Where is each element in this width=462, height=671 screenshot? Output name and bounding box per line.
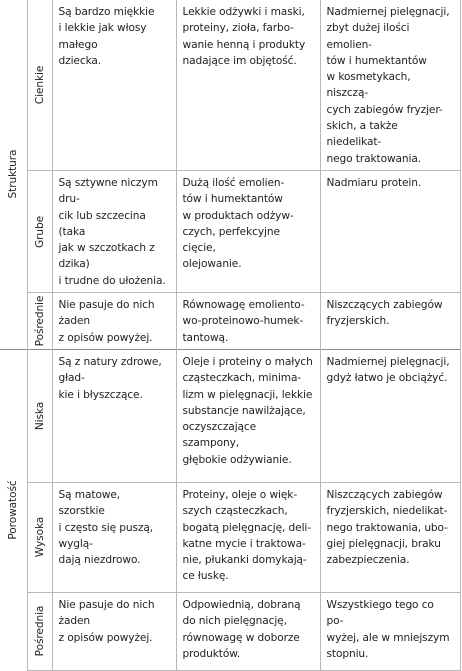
row-label-cell: [27, 592, 52, 670]
row-label: Pośrednia: [33, 606, 46, 657]
needs-cell: Lekkie odżywki i maski, proteiny, zioła, farbo- wanie henną i produkty nadające im objętość.: [176, 0, 320, 170]
avoid-cell: Niszczących zabiegów fryzjerskich, niedelikat- nego traktowania, ubo- giej pielęgnacji, braku zabezpieczenia.: [320, 482, 460, 592]
table-row: [0, 293, 460, 350]
table-row: [0, 0, 460, 170]
row-label-cell: [27, 0, 52, 170]
description-cell: Nie pasuje do nich żaden z opisów powyżej.: [52, 592, 176, 670]
row-label-cell: [27, 482, 52, 592]
avoid-cell: Nadmiernej pielęgnacji, zbyt dużej ilości emolien- tów i humektantów w kosmetykach, niszczą- cych zabiegów fryzjer- skich, a także niedelikat- nego traktowania.: [320, 0, 460, 170]
row-label: Niska: [33, 401, 46, 431]
description-cell: Są matowe, szorstkie i często się puszą, wyglą- dają niezdrowo.: [52, 482, 176, 592]
needs-cell: Odpowiednią, dobraną do nich pielęgnację, równowagę w doborze produktów.: [176, 592, 320, 670]
section-cell-porowatosc: [0, 349, 27, 670]
needs-cell: Dużą ilość emolien- tów i humektantów w produktach odżyw- czych, perfekcyjne cięcie, olejowanie.: [176, 170, 320, 292]
section-cell-struktura: [0, 0, 27, 349]
section-label: Porowatość: [7, 480, 20, 540]
avoid-cell: Niszczących zabiegów fryzjerskich.: [320, 293, 460, 350]
row-label-cell: [27, 349, 52, 482]
avoid-cell: Nadmiaru protein.: [320, 170, 460, 292]
description-cell: Są z natury zdrowe, gład- kie i błyszczące.: [52, 349, 176, 482]
row-label: Cienkie: [33, 65, 46, 105]
table-row: [0, 482, 460, 592]
table-row: [0, 592, 460, 670]
table-row: [0, 170, 460, 292]
needs-cell: Proteiny, oleje o więk- szych cząsteczkach, bogatą pielęgnację, deli- katne mycie i traktowa- nie, płukanki domykają- ce łuskę.: [176, 482, 320, 592]
needs-cell: Równowagę emoliento- wo-proteinowo-humek- tantową.: [176, 293, 320, 350]
description-cell: Nie pasuje do nich żaden z opisów powyżej.: [52, 293, 176, 350]
description-cell: Są sztywne niczym dru- cik lub szczecina (taka jak w szczotkach z dzika) i trudne do ułożenia.: [52, 170, 176, 292]
avoid-cell: Nadmiernej pielęgnacji, gdyż łatwo je obciążyć.: [320, 349, 460, 482]
section-label: Struktura: [7, 150, 20, 199]
row-label: Pośrednie: [33, 295, 46, 347]
avoid-cell: Wszystkiego tego co po- wyżej, ale w mniejszym stopniu.: [320, 592, 460, 670]
row-label-cell: [27, 170, 52, 292]
row-label-cell: [27, 293, 52, 350]
needs-cell: Oleje i proteiny o małych cząsteczkach, minima- lizm w pielęgnacji, lekkie substancje nawilżające, oczyszczające szampony, głębokie odżywianie.: [176, 349, 320, 482]
table-row: [0, 349, 460, 482]
row-label: Wysoka: [33, 517, 46, 558]
description-cell: Są bardzo miękkie i lekkie jak włosy małego dziecka.: [52, 0, 176, 170]
row-label: Grube: [33, 215, 46, 248]
